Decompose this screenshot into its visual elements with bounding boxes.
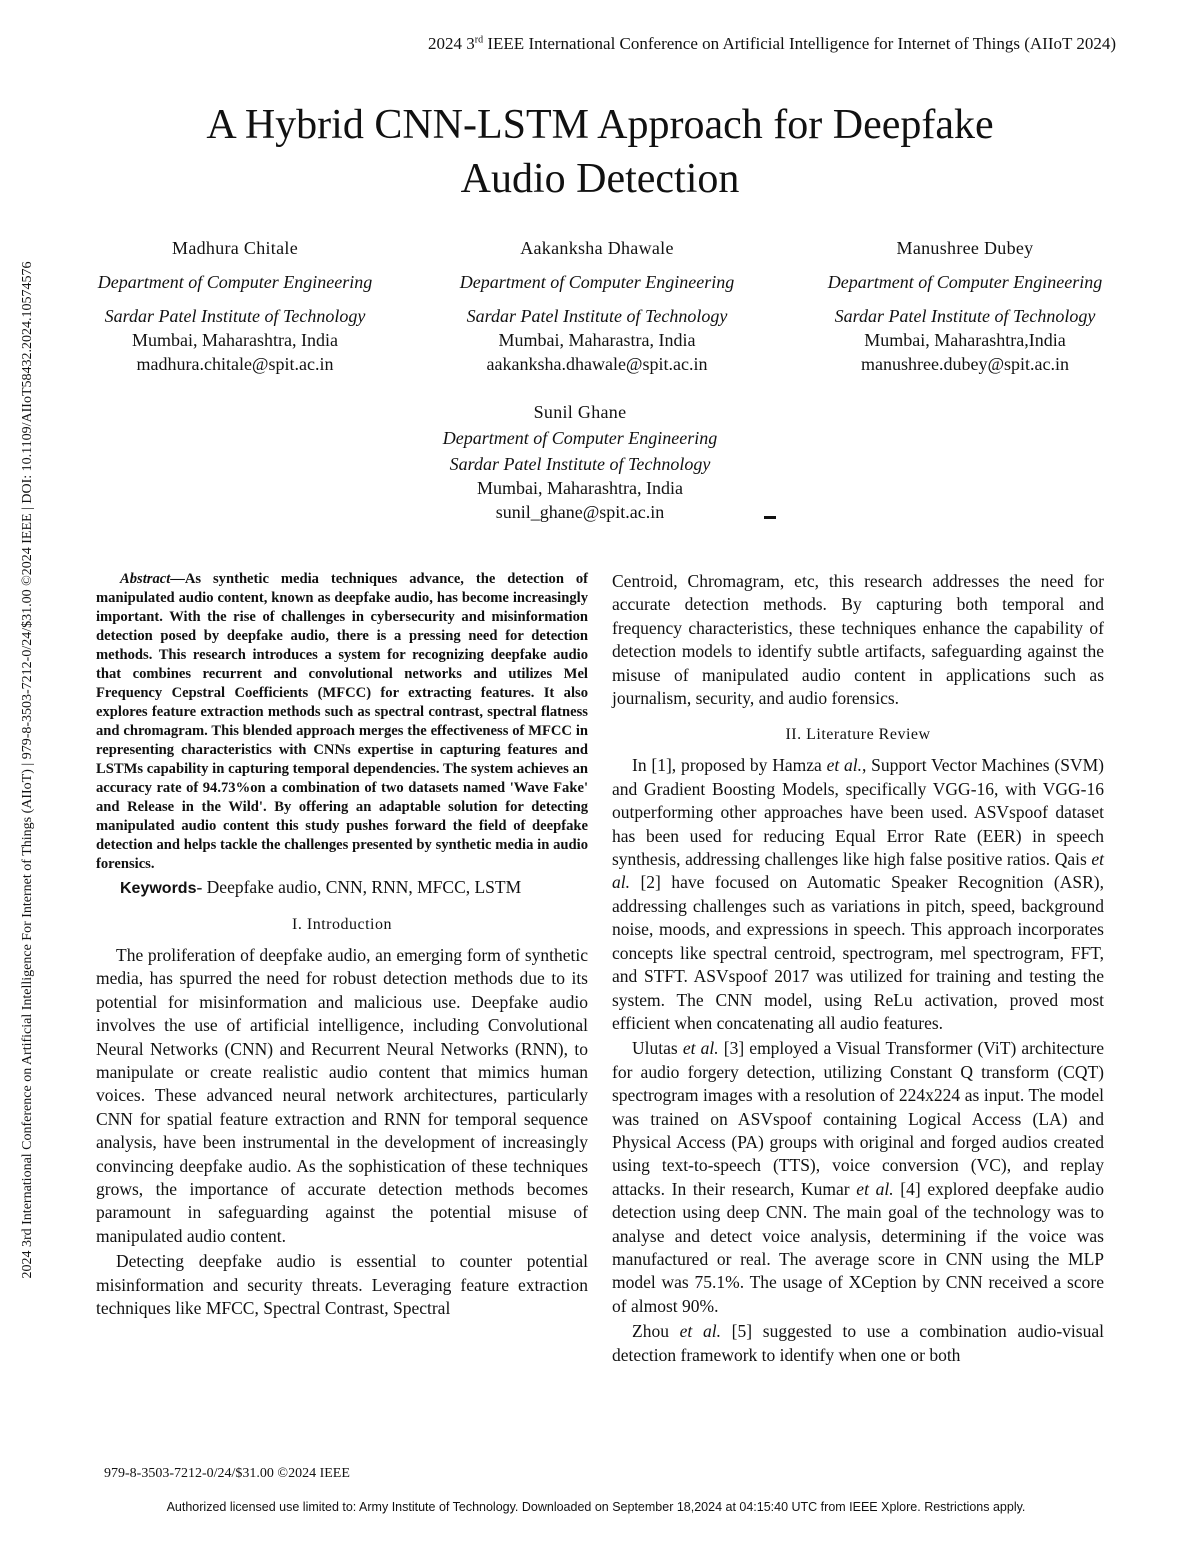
intro-paragraph-2: Detecting deepfake audio is essential to counter potential misinformation and security threats. Leveraging feature extraction techniques like MFCC, Spectral Contrast, Spectral bbox=[96, 1251, 588, 1319]
et-al: et al. bbox=[856, 1178, 894, 1199]
author-name: Manushree Dubey bbox=[896, 238, 1034, 258]
author-block-2 bbox=[432, 236, 762, 376]
paper-title bbox=[0, 98, 1200, 206]
author-department: Department of Computer Engineering bbox=[97, 272, 373, 292]
lit-text: Ulutas bbox=[632, 1038, 683, 1059]
author-city: Mumbai, Maharashtra, India bbox=[477, 478, 683, 498]
doi-side-strip: 2024 3rd International Conference on Artificial Intelligence For Internet of Things (AIIoT) | 979-8-3503-7212-0/24/$31.00 ©2024 IEEE | DOI: 10.1109/AIIoT58432.2024.10574576 bbox=[20, 261, 35, 1279]
conference-header-post: IEEE International Conference on Artificial Intelligence for Internet of Things (AIIoT 2024) bbox=[483, 34, 1116, 53]
abstract bbox=[96, 570, 588, 874]
author-block-3 bbox=[800, 236, 1130, 376]
keywords-text: - Deepfake audio, CNN, RNN, MFCC, LSTM bbox=[196, 877, 522, 897]
author-city: Mumbai, Maharashtra,India bbox=[864, 330, 1066, 350]
author-institute: Sardar Patel Institute of Technology bbox=[104, 306, 366, 326]
intro-paragraph-1: The proliferation of deepfake audio, an emerging form of synthetic media, has spurred the need for robust detection methods due to its potential for misinformation and malicious use. Deepfake audio involves the use of artificial intelligence, including Convolutional Neural Networks (CNN) and Recurrent Neural Networks (RNN), to manipulate or create realistic audio content that mimics human voices. These advanced neural network architectures, particularly CNN for spatial feature extraction and RNN for temporal sequence analysis, have been instrumental in the development of increasingly convincing deepfake audio. As the sophistication of these techniques grows, the importance of accurate detection methods becomes paramount in safeguarding against the potential misuse of manipulated audio content. bbox=[96, 945, 588, 1246]
right-column bbox=[612, 570, 1104, 1369]
author-city: Mumbai, Maharastra, India bbox=[498, 330, 696, 350]
lit-text: [2] have focused on Automatic Speaker Recognition (ASR), addressing challenges such as variations in pitch, speed, background noise, moods, and expressions in speech. This approach incorporates concepts like spectral centroid, spectrogram, mel spectrogram, FFT, and STFT. ASVspoof 2017 was utilized for training and testing the system. The CNN model, using ReLu activation, proved most efficient when concatenating all audio features. bbox=[612, 872, 1104, 1033]
author-email[interactable]: sunil_ghane@spit.ac.in bbox=[495, 502, 665, 522]
et-al: et al. bbox=[612, 849, 1104, 893]
lit-paragraph-2 bbox=[612, 1037, 1104, 1318]
author-block-4 bbox=[415, 400, 745, 524]
conference-header-pre: 2024 3 bbox=[428, 34, 475, 53]
intro-paragraph-2-continued: Centroid, Chromagram, etc, this research addresses the need for accurate detection methods. By capturing both temporal and frequency characteristics, these techniques enhance the capability of detection models to identify subtle artifacts, safeguarding against the misuse of manipulated audio content in applications such as journalism, security, and audio forensics. bbox=[612, 571, 1104, 709]
author-email[interactable]: madhura.chitale@spit.ac.in bbox=[136, 354, 334, 374]
author-name: Aakanksha Dhawale bbox=[520, 238, 674, 258]
lit-text: , Support Vector Machines (SVM) and Gradient Boosting Models, specifically VGG-16, with VGG-16 outperforming other approaches have been used. ASVspoof dataset has been used for reducing Equal Error Rate (EER) in speech synthesis, addressing challenges like high false positive ratios. Qais bbox=[612, 755, 1104, 870]
title-line-2: Audio Detection bbox=[460, 156, 740, 202]
section-heading-literature-review: II. Literature Review bbox=[785, 726, 931, 744]
copyright-notice: 979-8-3503-7212-0/24/$31.00 ©2024 IEEE bbox=[104, 1466, 350, 1481]
stray-mark bbox=[764, 516, 776, 519]
author-department: Department of Computer Engineering bbox=[459, 272, 735, 292]
left-column bbox=[96, 570, 588, 1323]
et-al: et al. bbox=[682, 1038, 719, 1059]
et-al: et al. bbox=[826, 755, 862, 776]
lit-text: [3] employed a Visual Transformer (ViT) architecture for audio forgery detection, utilizing Constant Q transform (CQT) spectrogram images with a resolution of 224x224 as input. The model was trained on ASVspoof containing Logical Access (LA) and Physical Access (PA) groups with original and forged audios created using text-to-speech (TTS), voice conversion (VC), and replay attacks. In their research, Kumar bbox=[612, 1038, 1104, 1199]
abstract-text: —As synthetic media techniques advance, the detection of manipulated audio content, known as deepfake audio, has become increasingly important. With the rise of challenges in cybersecurity and misinformation detection posed by deepfake audio, there is a pressing need for detection methods. This research introduces a system for recognizing deepfake audio that combines recurrent and convolutional networks and utilizes Mel Frequency Cepstral Coefficients (MFCC) for extracting features. It also explores feature extraction methods such as spectral contrast, spectral flatness and chromagram. This blended approach merges the effectiveness of MFCC in representing characteristics with CNNs expertise in capturing features and LSTMs capability in capturing temporal dependencies. The system achieves an accuracy rate of 94.73%on a combination of two datasets named 'Wave Fake' and Release in the Wild'. By offering an adaptable solution for detecting manipulated audio content this study pushes forward the field of deepfake detection and helps tackle the challenges presented by synthetic media in audio forensics. bbox=[96, 571, 588, 872]
author-email[interactable]: manushree.dubey@spit.ac.in bbox=[860, 354, 1070, 374]
conference-header bbox=[428, 34, 1116, 54]
author-institute: Sardar Patel Institute of Technology bbox=[466, 306, 728, 326]
author-institute: Sardar Patel Institute of Technology bbox=[449, 454, 711, 474]
lit-paragraph-3 bbox=[612, 1320, 1104, 1367]
author-name: Sunil Ghane bbox=[533, 402, 627, 422]
title-line-1: A Hybrid CNN-LSTM Approach for Deepfake bbox=[206, 102, 994, 148]
keywords-label: Keywords bbox=[120, 880, 197, 897]
lit-text: [5] suggested to use a combination audio-visual detection framework to identify when one or both bbox=[612, 1321, 1104, 1365]
lit-paragraph-1 bbox=[612, 754, 1104, 1035]
author-institute: Sardar Patel Institute of Technology bbox=[834, 306, 1096, 326]
lit-text: Zhou bbox=[632, 1321, 680, 1342]
keywords bbox=[96, 876, 588, 900]
author-email[interactable]: aakanksha.dhawale@spit.ac.in bbox=[486, 354, 708, 374]
author-city: Mumbai, Maharashtra, India bbox=[132, 330, 338, 350]
author-department: Department of Computer Engineering bbox=[827, 272, 1103, 292]
authorized-use-footer: Authorized licensed use limited to: Army Institute of Technology. Downloaded on September 18,2024 at 04:15:40 UTC from IEEE Xplore. Restrictions apply. bbox=[166, 1500, 1026, 1514]
author-department: Department of Computer Engineering bbox=[442, 428, 718, 448]
author-block-1 bbox=[70, 236, 400, 376]
abstract-label: Abstract bbox=[120, 571, 171, 587]
section-heading-introduction: I. Introduction bbox=[292, 916, 392, 933]
lit-text: [4] explored deepfake audio detection using deep CNN. The main goal of the technology was to analyse and detect voice analysis, determining if the voice was manufactured or real. The average score in CNN using the MLP model was 75.1%. The usage of XCeption by CNN received a score of almost 90%. bbox=[612, 1178, 1105, 1316]
author-name: Madhura Chitale bbox=[172, 238, 298, 258]
conference-header-sup: rd bbox=[474, 34, 484, 46]
et-al: et al. bbox=[679, 1321, 721, 1342]
lit-text: In [1], proposed by Hamza bbox=[632, 755, 827, 776]
